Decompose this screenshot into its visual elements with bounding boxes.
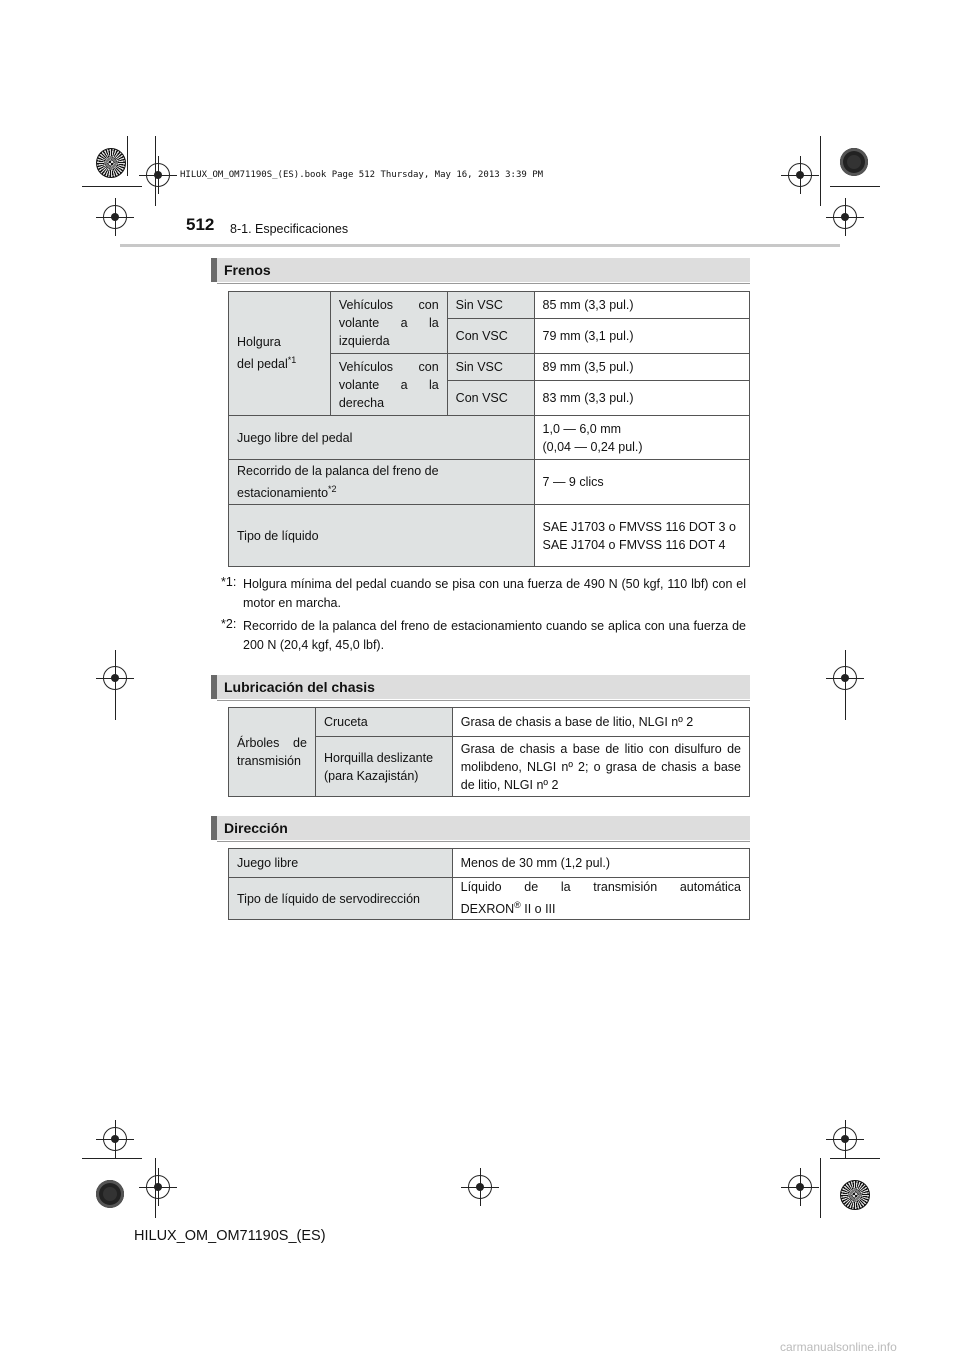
- holgura-cell: [229, 292, 331, 416]
- footnote-2: [221, 617, 746, 655]
- juego-libre-value: Menos de 30 mm (1,2 pul.): [452, 849, 749, 878]
- footnote-mark: *1:: [221, 575, 237, 589]
- value-cell: 89 mm (3,5 pul.): [534, 354, 749, 381]
- fluido-line2-suffix: II o III: [520, 902, 556, 917]
- left-hand-cell: Vehículos con volante a la izquierda: [330, 292, 447, 354]
- cruceta-value: Grasa de chasis a base de litio, NLGI nº 2: [452, 708, 749, 737]
- recorrido-line2: estacionamiento: [237, 486, 329, 501]
- juego-libre-value: [534, 416, 749, 460]
- juego-value-line2: (0,04 — 0,24 pul.): [542, 439, 643, 454]
- registration-target-icon: [840, 1180, 870, 1210]
- section-heading-lubricacion: [211, 675, 750, 699]
- liquido-value: SAE J1703 o FMVSS 116 DOT 3 o SAE J1704 o FMVSS 116 DOT 4: [534, 505, 749, 567]
- liquido-label: Tipo de líquido: [229, 505, 535, 567]
- recorrido-label: [229, 460, 535, 505]
- footnote-mark: *2: [328, 483, 337, 494]
- frenos-table: [228, 291, 750, 567]
- section-heading-text: Frenos: [224, 262, 271, 278]
- horquilla-value: Grasa de chasis a base de litio con disulfuro de molibdeno, NLGI nº 2; o grasa de chasis a base de litio, NLGI nº 2: [452, 737, 749, 797]
- juego-libre-label: Juego libre del pedal: [229, 416, 535, 460]
- crosshair-icon: [788, 163, 812, 187]
- sin-vsc-cell: Sin VSC: [447, 292, 534, 319]
- table-row: [229, 878, 750, 920]
- footnote-mark: *1: [287, 355, 297, 366]
- sin-vsc-cell: Sin VSC: [447, 354, 534, 381]
- table-row: [229, 292, 750, 319]
- recorrido-value: 7 — 9 clics: [534, 460, 749, 505]
- crosshair-icon: [103, 205, 127, 229]
- footer-code: HILUX_OM_OM71190S_(ES): [134, 1228, 326, 1244]
- crosshair-icon: [103, 666, 127, 690]
- footnote-1: [221, 575, 746, 613]
- fluido-value: [452, 878, 749, 920]
- value-cell: 79 mm (3,1 pul.): [534, 319, 749, 354]
- page-number: 512: [186, 215, 215, 234]
- crosshair-icon: [146, 1175, 170, 1199]
- crosshair-icon: [103, 1127, 127, 1151]
- holgura-label-2: del pedal: [237, 357, 288, 372]
- horquilla-line2: (para Kazajistán): [323, 768, 419, 783]
- crosshair-icon: [833, 1127, 857, 1151]
- section-heading-direccion: [211, 816, 750, 840]
- footnote-text: Holgura mínima del pedal cuando se pisa con una fuerza de 490 N (50 kgf, 110 lbf) con el motor en marcha.: [243, 577, 746, 610]
- horquilla-cell: [315, 737, 452, 797]
- arboles-cell: Árboles de transmisión: [229, 708, 316, 797]
- table-row: [229, 460, 750, 505]
- fluido-line2: DEXRON: [460, 902, 515, 917]
- registered-mark: ®: [514, 900, 521, 911]
- fluido-line1: Líquido de la transmisión automática: [460, 880, 741, 895]
- right-hand-cell: Vehículos con volante a la derecha: [330, 354, 447, 416]
- direccion-table: [228, 848, 750, 920]
- section-title: 8-1. Especificaciones: [230, 222, 349, 236]
- value-cell: 83 mm (3,3 pul.): [534, 381, 749, 416]
- recorrido-line1: Recorrido de la palanca del freno de: [237, 463, 439, 478]
- section-heading-text: Lubricación del chasis: [224, 679, 375, 695]
- juego-value-line1: 1,0 — 6,0 mm: [542, 421, 622, 436]
- crosshair-icon: [833, 666, 857, 690]
- section-heading-text: Dirección: [224, 820, 288, 836]
- crosshair-icon: [146, 163, 170, 187]
- holgura-label: Holgura: [237, 335, 281, 350]
- cruceta-cell: Cruceta: [315, 708, 452, 737]
- horquilla-line1: Horquilla deslizante: [323, 750, 434, 765]
- crosshair-icon: [833, 205, 857, 229]
- registration-disc-icon: [840, 148, 868, 176]
- crosshair-icon: [788, 1175, 812, 1199]
- chasis-table: [228, 707, 750, 797]
- value-cell: 85 mm (3,3 pul.): [534, 292, 749, 319]
- header-divider: [120, 244, 840, 247]
- registration-disc-icon: [96, 1180, 124, 1208]
- footnote-text: Recorrido de la palanca del freno de estacionamiento cuando se aplica con una fuerza de 200 N (20,4 kgf, 45,0 lbf).: [243, 619, 746, 652]
- crosshair-icon: [468, 1175, 492, 1199]
- section-heading-frenos: [211, 258, 750, 282]
- juego-libre-label: Juego libre: [229, 849, 453, 878]
- table-row: [229, 708, 750, 737]
- footnote-mark: *2:: [221, 617, 237, 631]
- table-row: [229, 416, 750, 460]
- table-row: [229, 505, 750, 567]
- con-vsc-cell: Con VSC: [447, 381, 534, 416]
- book-info: HILUX_OM_OM71190S_(ES).book Page 512 Thursday, May 16, 2013 3:39 PM: [180, 170, 544, 180]
- fluido-label: Tipo de líquido de servodirección: [229, 878, 453, 920]
- table-row: [229, 849, 750, 878]
- watermark: carmanualsonline.info: [780, 1340, 897, 1354]
- registration-target-icon: [96, 148, 126, 178]
- con-vsc-cell: Con VSC: [447, 319, 534, 354]
